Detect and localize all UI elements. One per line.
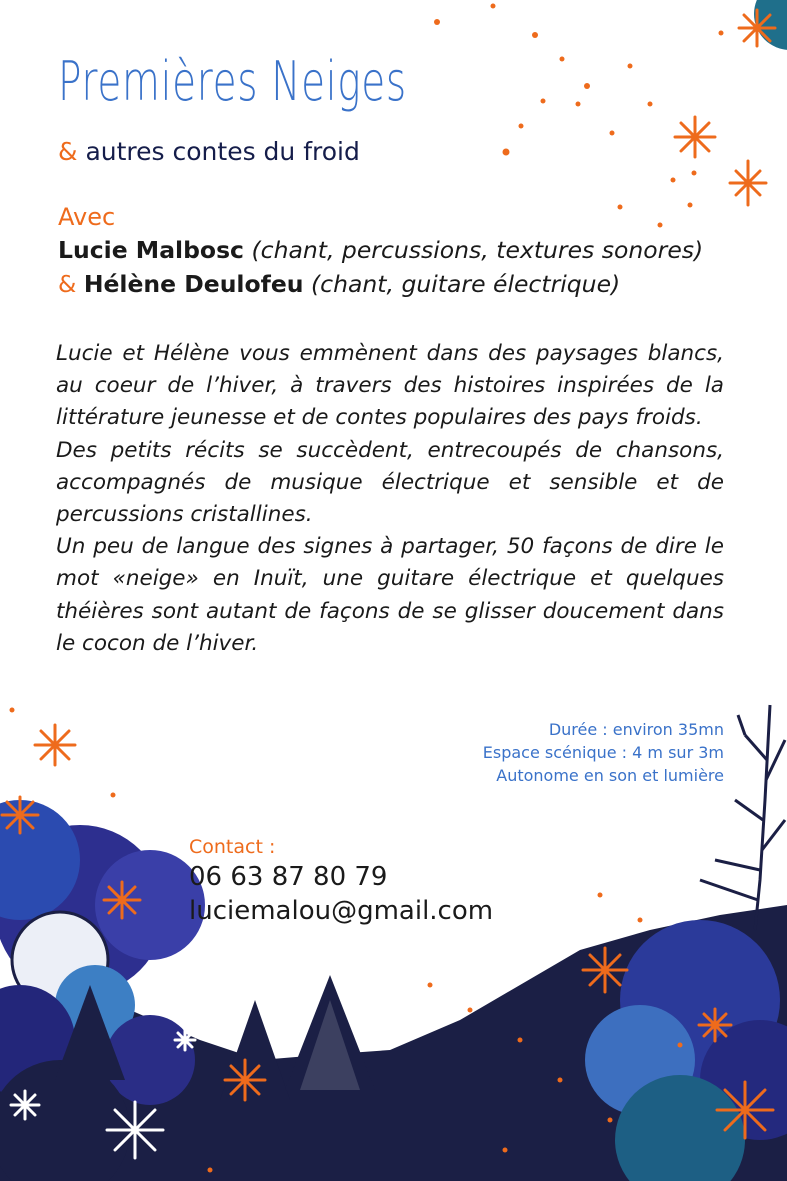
description-paragraph: Des petits récits se succèdent, entrecoupés de chansons, accompagnés de musique électrique et sensible et de percussions cristallines. (56, 437, 724, 528)
info-duration: Durée : environ 35mn (548, 720, 724, 739)
artist-line-1 (58, 236, 703, 264)
contact-phone[interactable]: 06 63 87 80 79 (189, 862, 388, 892)
description-paragraph: Lucie et Hélène vous emmènent dans des paysages blancs, au coeur de l’hiver, à travers des histoires inspirées de la littérature jeunesse et de contes populaires des pays froids. (56, 341, 724, 431)
info-autonomy: Autonome en son et lumière (496, 766, 724, 785)
artist-role: (chant, percussions, textures sonores) (251, 236, 704, 264)
artist-name: Lucie Malbosc (58, 236, 244, 264)
avec-label: Avec (58, 203, 116, 231)
page-subtitle (58, 136, 360, 168)
page-title: Premières Neiges (58, 50, 407, 113)
pine-tree (220, 1000, 290, 1100)
technical-info (483, 718, 724, 787)
contact-email[interactable]: luciemalou@gmail.com (189, 896, 494, 926)
subtitle-ampersand: & (58, 137, 78, 166)
subtitle-text: autres contes du froid (85, 137, 360, 166)
artist-ampersand: & (58, 270, 77, 298)
artist-role: (chant, guitare électrique) (311, 270, 621, 298)
artist-name: Hélène Deulofeu (83, 270, 304, 298)
contact-label: Contact : (189, 836, 276, 858)
description-paragraph: Un peu de langue des signes à partager, 50 façons de dire le mot «neige» en Inuït, une guitare électrique et quelques théières sont autant de façons de se glisser doucement dans le cocon de l’hiver. (56, 534, 724, 656)
contact-block (189, 834, 493, 928)
artist-line-2 (58, 270, 620, 298)
bush-circle (105, 1015, 195, 1105)
description (56, 338, 724, 660)
info-stage-space: Espace scénique : 4 m sur 3m (482, 743, 724, 762)
